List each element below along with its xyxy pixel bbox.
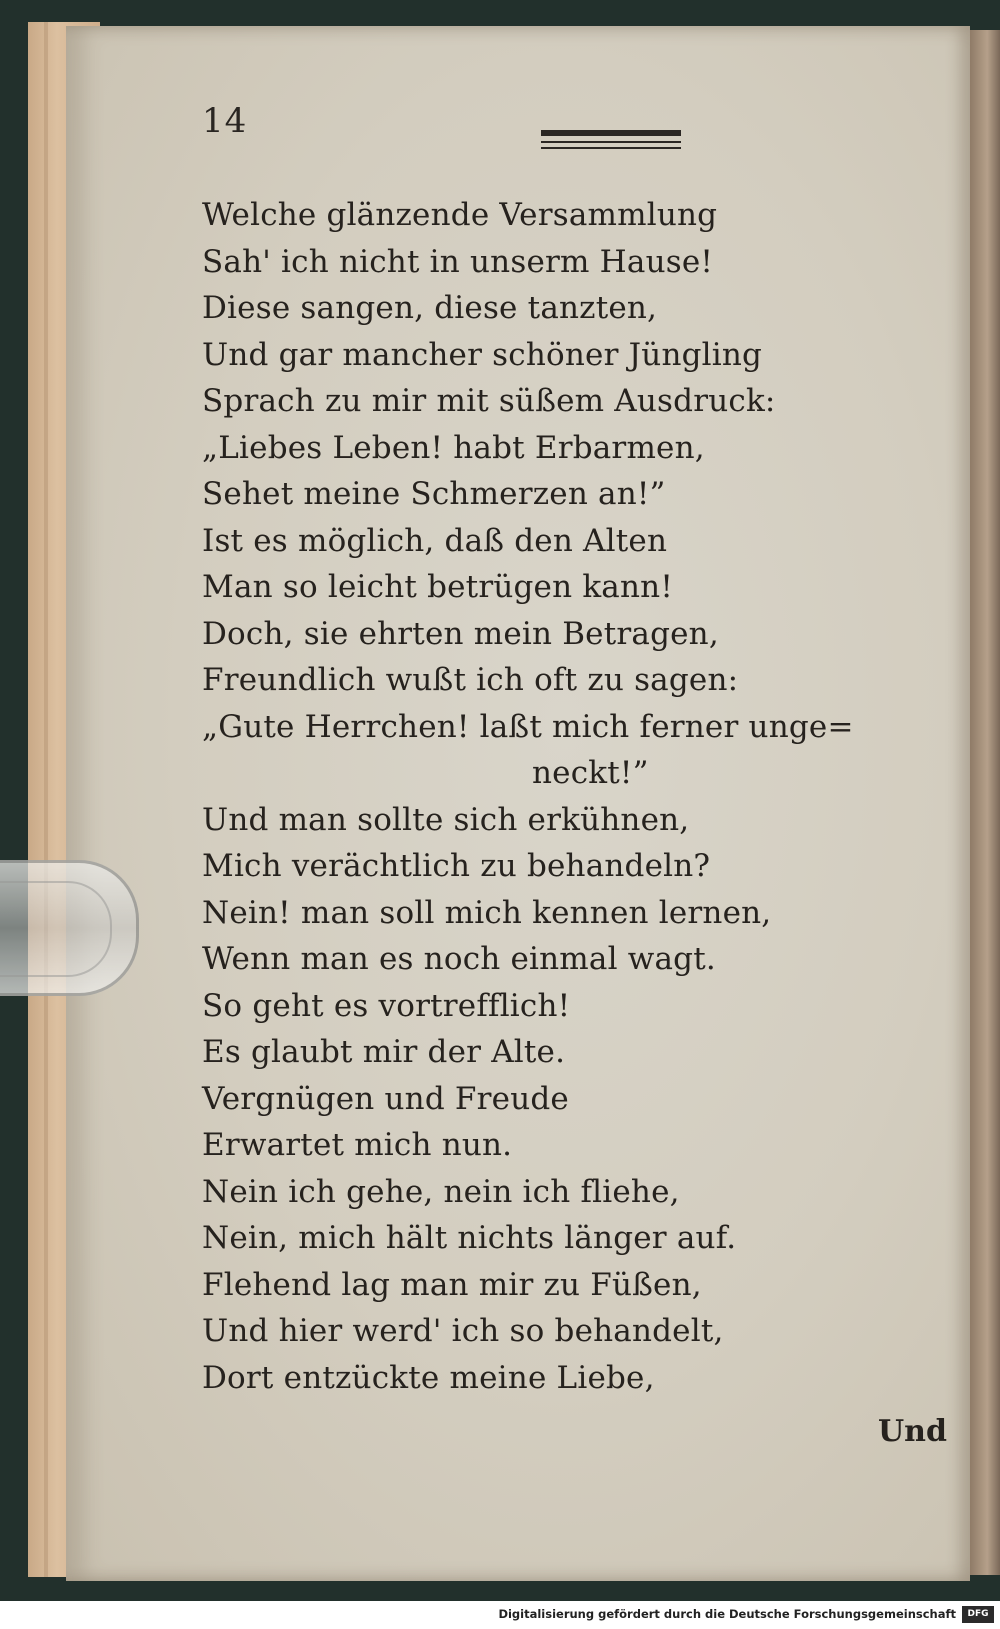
poem-line: So geht es vortrefflich! (202, 987, 571, 1024)
dfg-logo-icon: DFG (962, 1606, 994, 1623)
poem-line: Vergnügen und Freude (202, 1080, 569, 1117)
poem-line: Nein, mich hält nichts länger auf. (202, 1220, 737, 1256)
poem-line: „Gute Herrchen! laßt mich ferner unge= (202, 708, 854, 745)
poem-line: Sprach zu mir mit süßem Ausdruck: (202, 383, 776, 419)
funding-credit: Digitalisierung gefördert durch die Deutsche Forschungsgemeinschaft (498, 1607, 956, 1621)
header-rule-ornament (541, 130, 681, 154)
poem-line: Ist es möglich, daß den Alten (202, 522, 668, 559)
page-clip-holder (0, 860, 139, 996)
header-rule-thin (541, 147, 681, 149)
book-right-edge (968, 30, 1000, 1575)
poem-line: Und hier werd' ich so behandelt, (202, 1313, 724, 1349)
poem-line: Flehend lag man mir zu Füßen, (202, 1266, 702, 1303)
poem-line: Sah' ich nicht in unserm Hause! (202, 243, 714, 280)
poem-line: Diese sangen, diese tanzten, (202, 290, 658, 326)
poem-line: Dort entzückte meine Liebe, (202, 1359, 655, 1396)
poem-line: Und gar mancher schöner Jüngling (202, 336, 763, 373)
catchword: Und (878, 1414, 947, 1449)
poem-text (202, 192, 962, 1401)
poem-line: „Liebes Leben! habt Erbarmen, (202, 429, 705, 466)
poem-line: Freundlich wußt ich oft zu sagen: (202, 662, 739, 698)
poem-line: Nein ich gehe, nein ich fliehe, (202, 1173, 680, 1210)
poem-line: Erwartet mich nun. (202, 1127, 513, 1163)
poem-line: Mich verächtlich zu behandeln? (202, 848, 711, 884)
poem-line: Welche glänzende Versammlung (202, 197, 718, 233)
poem-line: Es glaubt mir der Alte. (202, 1034, 566, 1070)
page-stack-line (44, 22, 48, 1577)
header-rule-thin (541, 141, 681, 143)
footer-bar (0, 1601, 1000, 1629)
header-rule-thick (541, 130, 681, 136)
page-clip-inner (0, 881, 112, 977)
poem-line: neckt!” (532, 755, 649, 791)
book-page (66, 26, 970, 1581)
page-number: 14 (202, 101, 248, 141)
poem-line: Wenn man es noch einmal wagt. (202, 941, 716, 977)
poem-line: Nein! man soll mich kennen lernen, (202, 894, 772, 931)
poem-line: Man so leicht betrügen kann! (202, 569, 673, 605)
poem-line: Und man sollte sich erkühnen, (202, 801, 690, 838)
poem-line: Sehet meine Schmerzen an!” (202, 476, 666, 512)
poem-line: Doch, sie ehrten mein Betragen, (202, 615, 719, 652)
